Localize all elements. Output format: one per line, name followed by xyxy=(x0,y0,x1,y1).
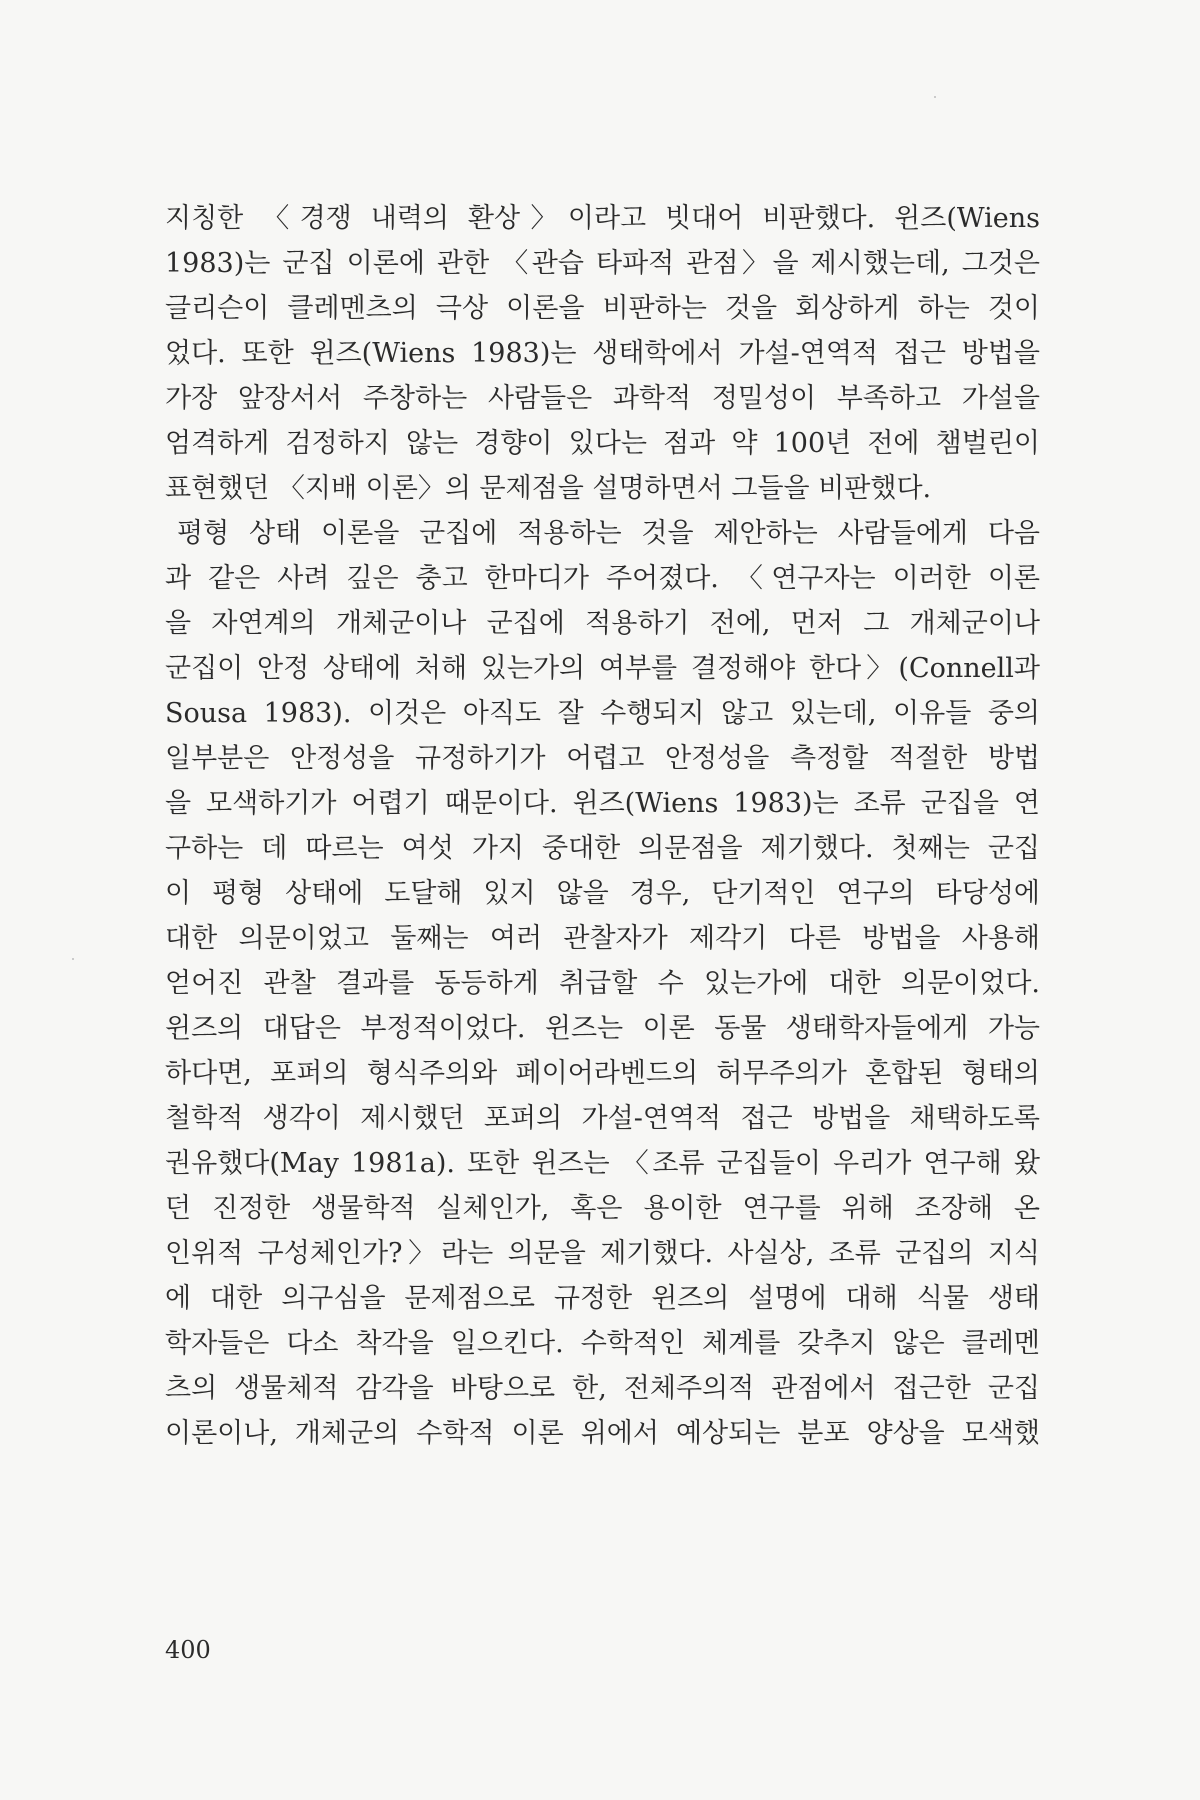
text-line: 학자들은 다소 착각을 일으킨다. 수학적인 체계를 갖추지 않은 클레멘 xyxy=(165,1328,1040,1359)
text-line: 글리슨이 클레멘츠의 극상 이론을 비판하는 것을 회상하게 하는 것이 xyxy=(165,293,1040,324)
text-line: 구하는 데 따르는 여섯 가지 중대한 의문점을 제기했다. 첫째는 군집 xyxy=(165,833,1040,864)
text-line: 을 모색하기가 어렵기 때문이다. 윈즈(Wiens 1983)는 조류 군집을 연 xyxy=(165,788,1040,819)
text-line: 하다면, 포퍼의 형식주의와 페이어라벤드의 허무주의가 혼합된 형태의 xyxy=(165,1058,1040,1089)
body-text xyxy=(165,196,1040,1456)
paragraph-start-line: 평형 상태 이론을 군집에 적용하는 것을 제안하는 사람들에게 다음 xyxy=(177,518,1040,549)
scan-speck xyxy=(72,958,74,960)
text-line: 군집이 안정 상태에 처해 있는가의 여부를 결정해야 한다〉(Connell과 xyxy=(165,653,1040,684)
text-line: 을 자연계의 개체군이나 군집에 적용하기 전에, 먼저 그 개체군이나 xyxy=(165,608,1040,639)
text-line: 던 진정한 생물학적 실체인가, 혹은 용이한 연구를 위해 조장해 온 xyxy=(165,1193,1040,1224)
text-line: 엄격하게 검정하지 않는 경향이 있다는 점과 약 100년 전에 챔벌린이 xyxy=(165,428,1040,459)
text-line: 윈즈의 대답은 부정적이었다. 윈즈는 이론 동물 생태학자들에게 가능 xyxy=(165,1013,1040,1044)
text-line: 권유했다(May 1981a). 또한 윈즈는 〈조류 군집들이 우리가 연구해 왔 xyxy=(165,1148,1040,1179)
text-line: 철학적 생각이 제시했던 포퍼의 가설-연역적 접근 방법을 채택하도록 xyxy=(165,1103,1040,1134)
text-line: 이 평형 상태에 도달해 있지 않을 경우, 단기적인 연구의 타당성에 xyxy=(165,878,1040,909)
text-line: 과 같은 사려 깊은 충고 한마디가 주어졌다. 〈연구자는 이러한 이론 xyxy=(165,563,1040,594)
text-line: 얻어진 관찰 결과를 동등하게 취급할 수 있는가에 대한 의문이었다. xyxy=(165,968,1040,999)
text-line: 대한 의문이었고 둘째는 여러 관찰자가 제각기 다른 방법을 사용해 xyxy=(165,923,1040,954)
text-line: 츠의 생물체적 감각을 바탕으로 한, 전체주의적 관점에서 접근한 군집 xyxy=(165,1373,1040,1404)
text-line: 었다. 또한 윈즈(Wiens 1983)는 생태학에서 가설-연역적 접근 방법을 xyxy=(165,338,1040,369)
text-line: 1983)는 군집 이론에 관한 〈관습 타파적 관점〉을 제시했는데, 그것은 xyxy=(165,248,1040,279)
text-line: 일부분은 안정성을 규정하기가 어렵고 안정성을 측정할 적절한 방법 xyxy=(165,743,1040,774)
text-line: Sousa 1983). 이것은 아직도 잘 수행되지 않고 있는데, 이유들 중의 xyxy=(165,698,1040,729)
text-line: 에 대한 의구심을 문제점으로 규정한 윈즈의 설명에 대해 식물 생태 xyxy=(165,1283,1040,1314)
text-line: 이론이나, 개체군의 수학적 이론 위에서 예상되는 분포 양상을 모색했 xyxy=(165,1418,1040,1449)
text-line: 인위적 구성체인가?〉라는 의문을 제기했다. 사실상, 조류 군집의 지식 xyxy=(165,1238,1040,1269)
page-number: 400 xyxy=(165,1636,211,1664)
scan-speck xyxy=(934,96,936,98)
text-line: 표현했던 〈지배 이론〉의 문제점을 설명하면서 그들을 비판했다. xyxy=(165,473,932,504)
text-line: 가장 앞장서서 주창하는 사람들은 과학적 정밀성이 부족하고 가설을 xyxy=(165,383,1040,414)
text-line: 지칭한 〈경쟁 내력의 환상〉이라고 빗대어 비판했다. 윈즈(Wiens xyxy=(165,203,1040,234)
